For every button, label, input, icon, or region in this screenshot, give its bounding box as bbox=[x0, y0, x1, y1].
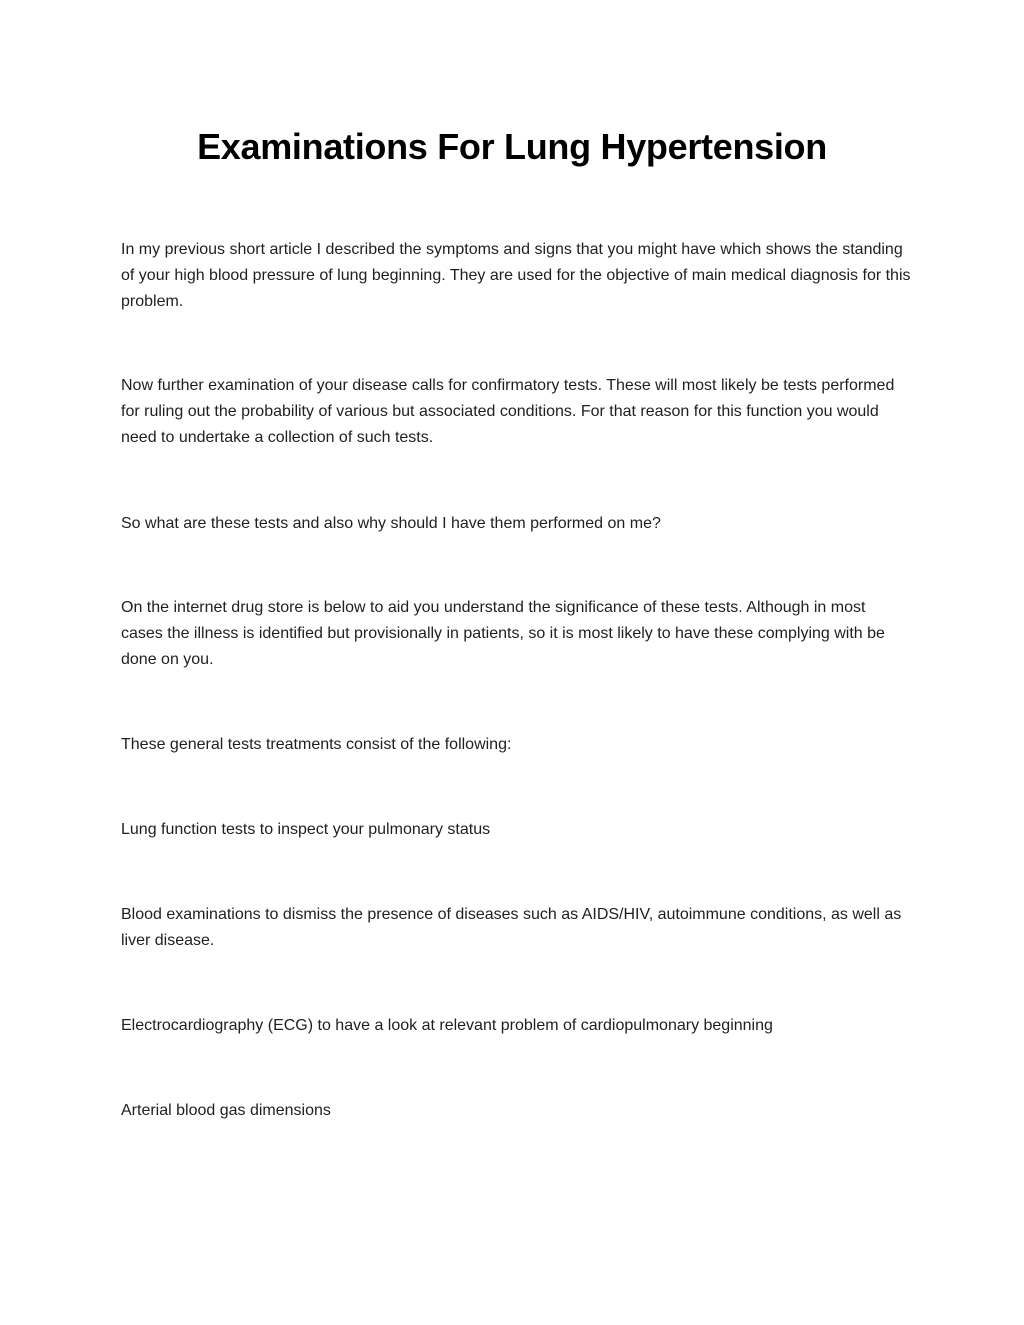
paragraph-further-examination: Now further examination of your disease calls for confirmatory tests. These will most likely be tests performed for ruling out the probability of various but associated conditions. For that reason for this function you would need to undertake a collection of such tests. bbox=[121, 377, 895, 446]
paragraph-lung-function-tests: Lung function tests to inspect your pulmonary status bbox=[121, 821, 491, 838]
paragraph-arterial-blood-gas: Arterial blood gas dimensions bbox=[121, 1102, 331, 1119]
paragraph-ecg: Electrocardiography (ECG) to have a look at relevant problem of cardiopulmonary beginning bbox=[121, 1017, 773, 1034]
paragraph-blood-examinations: Blood examinations to dismiss the presence of diseases such as AIDS/HIV, autoimmune conditions, as well as liver disease. bbox=[121, 906, 902, 949]
document-title: Examinations For Lung Hypertension bbox=[197, 126, 827, 167]
paragraph-drug-store: On the internet drug store is below to aid you understand the significance of these tests. Although in most cases the illness is identified but provisionally in patients, so it is most likely to have these complying with be done on you. bbox=[121, 599, 885, 668]
paragraph-intro: In my previous short article I described the symptoms and signs that you might have which shows the standing of your high blood pressure of lung beginning. They are used for the objective of main medical diagnosis for this problem. bbox=[121, 241, 911, 310]
paragraph-general-tests: These general tests treatments consist of the following: bbox=[121, 736, 512, 753]
paragraph-question: So what are these tests and also why should I have them performed on me? bbox=[121, 515, 661, 532]
